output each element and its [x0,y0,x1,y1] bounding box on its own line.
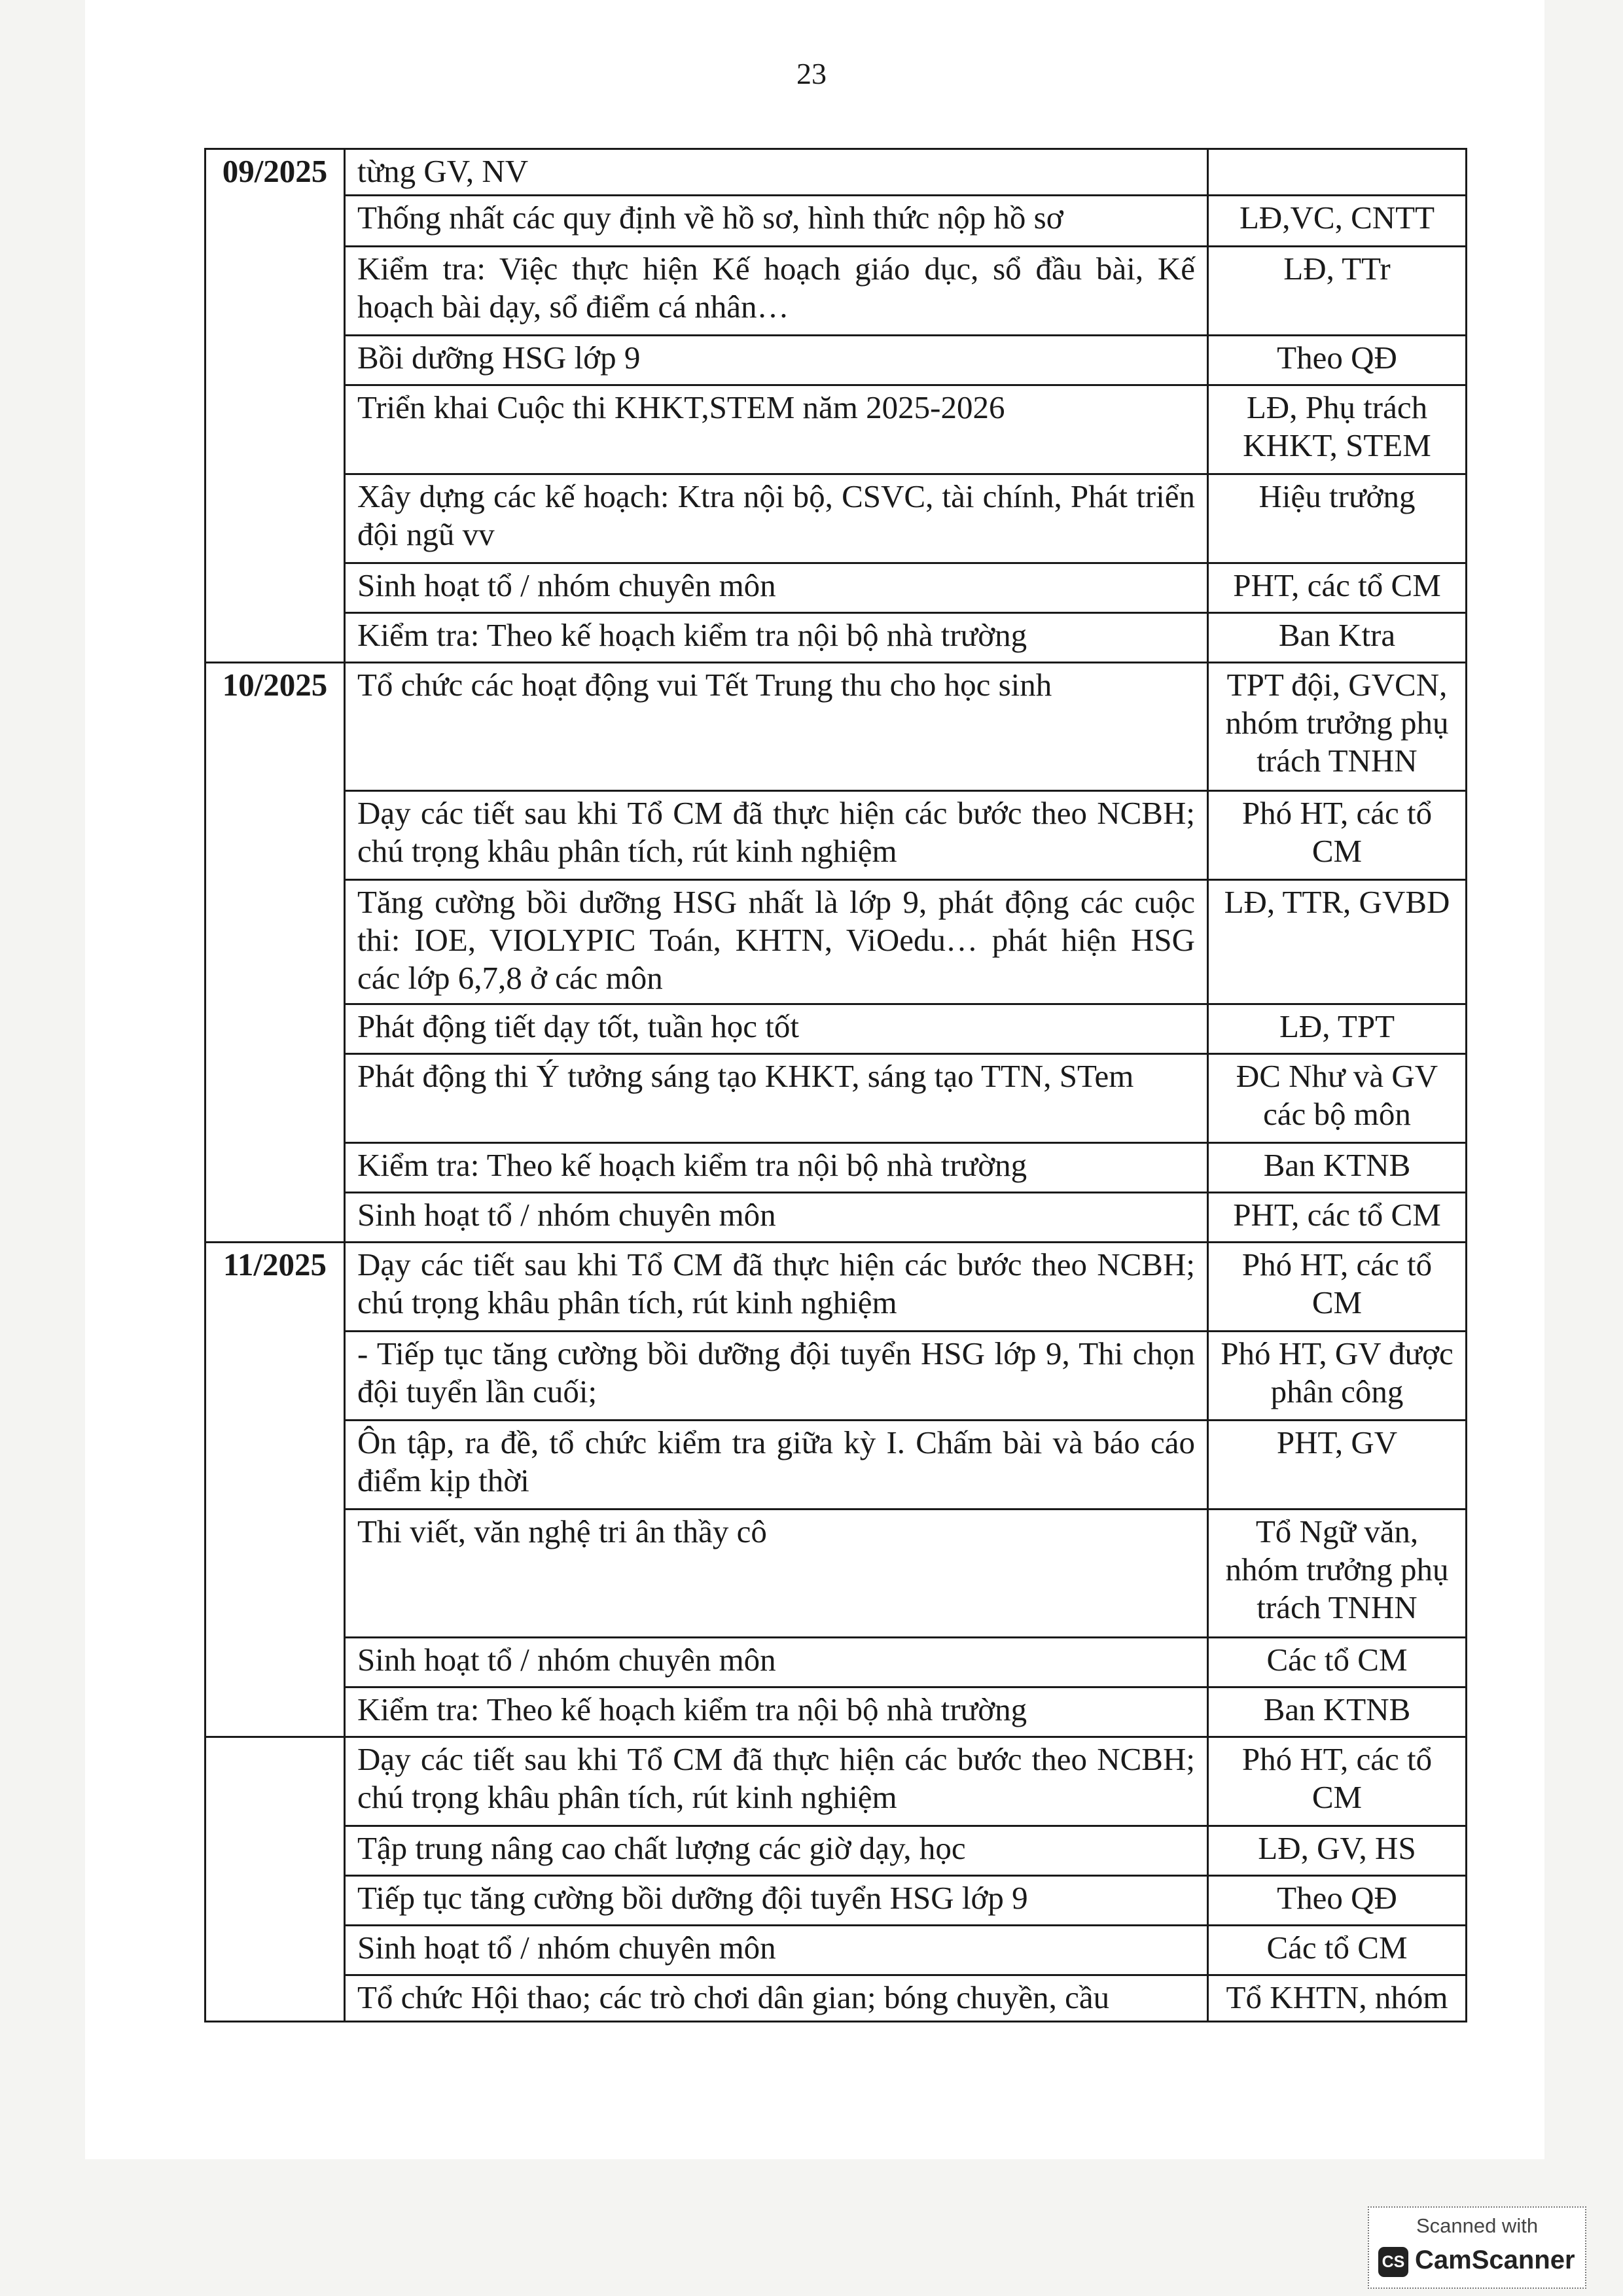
table-row [205,1975,1467,2022]
table-row [205,613,1467,663]
task-cell: Tiếp tục tăng cường bồi dưỡng đội tuyển HSG lớp 9 [345,1876,1208,1926]
task-cell: Tổ chức các hoạt động vui Tết Trung thu cho học sinh [345,663,1208,791]
task-cell: Dạy các tiết sau khi Tổ CM đã thực hiện các bước theo NCBH; chú trọng khâu phân tích, rút kinh nghiệm [345,1243,1208,1332]
responsible-cell: Tổ Ngữ văn, nhóm trưởng phụ trách TNHN [1208,1510,1467,1638]
responsible-cell: Ban Ktra [1208,613,1467,663]
responsible-cell: LĐ,VC, CNTT [1208,196,1467,247]
table-row [205,1737,1467,1826]
task-cell: Phát động tiết dạy tốt, tuần học tốt [345,1004,1208,1054]
table-row [205,563,1467,613]
table-row [205,1687,1467,1737]
responsible-cell: Phó HT, các tổ CM [1208,1243,1467,1332]
task-cell: Dạy các tiết sau khi Tổ CM đã thực hiện các bước theo NCBH; chú trọng khâu phân tích, rút kinh nghiệm [345,1737,1208,1826]
month-cell: 10/2025 [205,663,345,1243]
task-cell: Triển khai Cuộc thi KHKT,STEM năm 2025-2026 [345,385,1208,474]
table-row [205,1876,1467,1926]
table-row [205,247,1467,336]
table-row [205,1826,1467,1876]
responsible-cell: Ban KTNB [1208,1143,1467,1193]
task-cell: Phát động thi Ý tưởng sáng tạo KHKT, sáng tạo TTN, STem [345,1054,1208,1143]
table-row [205,1510,1467,1638]
task-cell: Tổ chức Hội thao; các trò chơi dân gian; bóng chuyền, cầu [345,1975,1208,2022]
task-cell: Sinh hoạt tổ / nhóm chuyên môn [345,1638,1208,1687]
responsible-cell: Theo QĐ [1208,336,1467,385]
table-row [205,791,1467,880]
scanned-with-label: Scanned with [1416,2214,1539,2237]
responsible-cell: Hiệu trưởng [1208,474,1467,563]
table-row [205,385,1467,474]
page-number: 23 [796,57,827,90]
task-cell: Bồi dưỡng HSG lớp 9 [345,336,1208,385]
responsible-cell: Phó HT, các tổ CM [1208,1737,1467,1826]
table-row [205,1193,1467,1243]
task-cell: Tăng cường bồi dưỡng HSG nhất là lớp 9, phát động các cuộc thi: IOE, VIOLYPIC Toán, KHTN, ViOedu… phát hiện HSG các lớp 6,7,8 ở các môn [345,880,1208,1004]
responsible-cell: Tổ KHTN, nhóm [1208,1975,1467,2022]
task-cell: Xây dựng các kế hoạch: Ktra nội bộ, CSVC, tài chính, Phát triển đội ngũ vv [345,474,1208,563]
responsible-cell: LĐ, TTR, GVBD [1208,880,1467,1004]
responsible-cell: PHT, các tổ CM [1208,563,1467,613]
responsible-cell: PHT, GV [1208,1421,1467,1510]
task-cell: Kiểm tra: Theo kế hoạch kiểm tra nội bộ nhà trường [345,613,1208,663]
task-cell: Thống nhất các quy định về hồ sơ, hình thức nộp hồ sơ [345,196,1208,247]
table-row [205,663,1467,791]
table-row [205,1243,1467,1332]
month-cell: 11/2025 [205,1243,345,1737]
responsible-cell: Phó HT, GV được phân công [1208,1332,1467,1421]
task-cell: Tập trung nâng cao chất lượng các giờ dạy, học [345,1826,1208,1876]
camscanner-brand: CamScanner [1415,2246,1575,2274]
table-row [205,1926,1467,1975]
camscanner-logo-icon: CS [1378,2247,1408,2277]
month-cell: 09/2025 [205,149,345,663]
task-cell: từng GV, NV [345,149,1208,196]
responsible-cell: TPT đội, GVCN, nhóm trưởng phụ trách TNHN [1208,663,1467,791]
responsible-cell [1208,149,1467,196]
task-cell: Dạy các tiết sau khi Tổ CM đã thực hiện các bước theo NCBH; chú trọng khâu phân tích, rút kinh nghiệm [345,791,1208,880]
task-cell: Thi viết, văn nghệ tri ân thầy cô [345,1510,1208,1638]
camscanner-watermark [1368,2206,1586,2289]
activity-plan-table [204,148,1467,2022]
responsible-cell: PHT, các tổ CM [1208,1193,1467,1243]
table-row [205,880,1467,1004]
table-row [205,149,1467,196]
responsible-cell: Theo QĐ [1208,1876,1467,1926]
responsible-cell: Ban KTNB [1208,1687,1467,1737]
task-cell: Kiểm tra: Việc thực hiện Kế hoạch giáo dục, sổ đầu bài, Kế hoạch bài dạy, sổ điểm cá nhân… [345,247,1208,336]
month-cell [205,1737,345,2022]
responsible-cell: Phó HT, các tổ CM [1208,791,1467,880]
table-row [205,1143,1467,1193]
task-cell: - Tiếp tục tăng cường bồi dưỡng đội tuyển HSG lớp 9, Thi chọn đội tuyển lần cuối; [345,1332,1208,1421]
task-cell: Kiểm tra: Theo kế hoạch kiểm tra nội bộ nhà trường [345,1687,1208,1737]
table-row [205,1638,1467,1687]
responsible-cell: LĐ, TPT [1208,1004,1467,1054]
table-row [205,1421,1467,1510]
table-row [205,196,1467,247]
responsible-cell: Các tổ CM [1208,1638,1467,1687]
table-row [205,1054,1467,1143]
table-row [205,1332,1467,1421]
responsible-cell: LĐ, Phụ trách KHKT, STEM [1208,385,1467,474]
task-cell: Sinh hoạt tổ / nhóm chuyên môn [345,563,1208,613]
responsible-cell: LĐ, TTr [1208,247,1467,336]
table-row [205,336,1467,385]
task-cell: Sinh hoạt tổ / nhóm chuyên môn [345,1193,1208,1243]
task-cell: Sinh hoạt tổ / nhóm chuyên môn [345,1926,1208,1975]
task-cell: Kiểm tra: Theo kế hoạch kiểm tra nội bộ nhà trường [345,1143,1208,1193]
table-row [205,1004,1467,1054]
task-cell: Ôn tập, ra đề, tổ chức kiểm tra giữa kỳ I. Chấm bài và báo cáo điểm kịp thời [345,1421,1208,1510]
responsible-cell: Các tổ CM [1208,1926,1467,1975]
responsible-cell: ĐC Như và GV các bộ môn [1208,1054,1467,1143]
responsible-cell: LĐ, GV, HS [1208,1826,1467,1876]
table-row [205,474,1467,563]
